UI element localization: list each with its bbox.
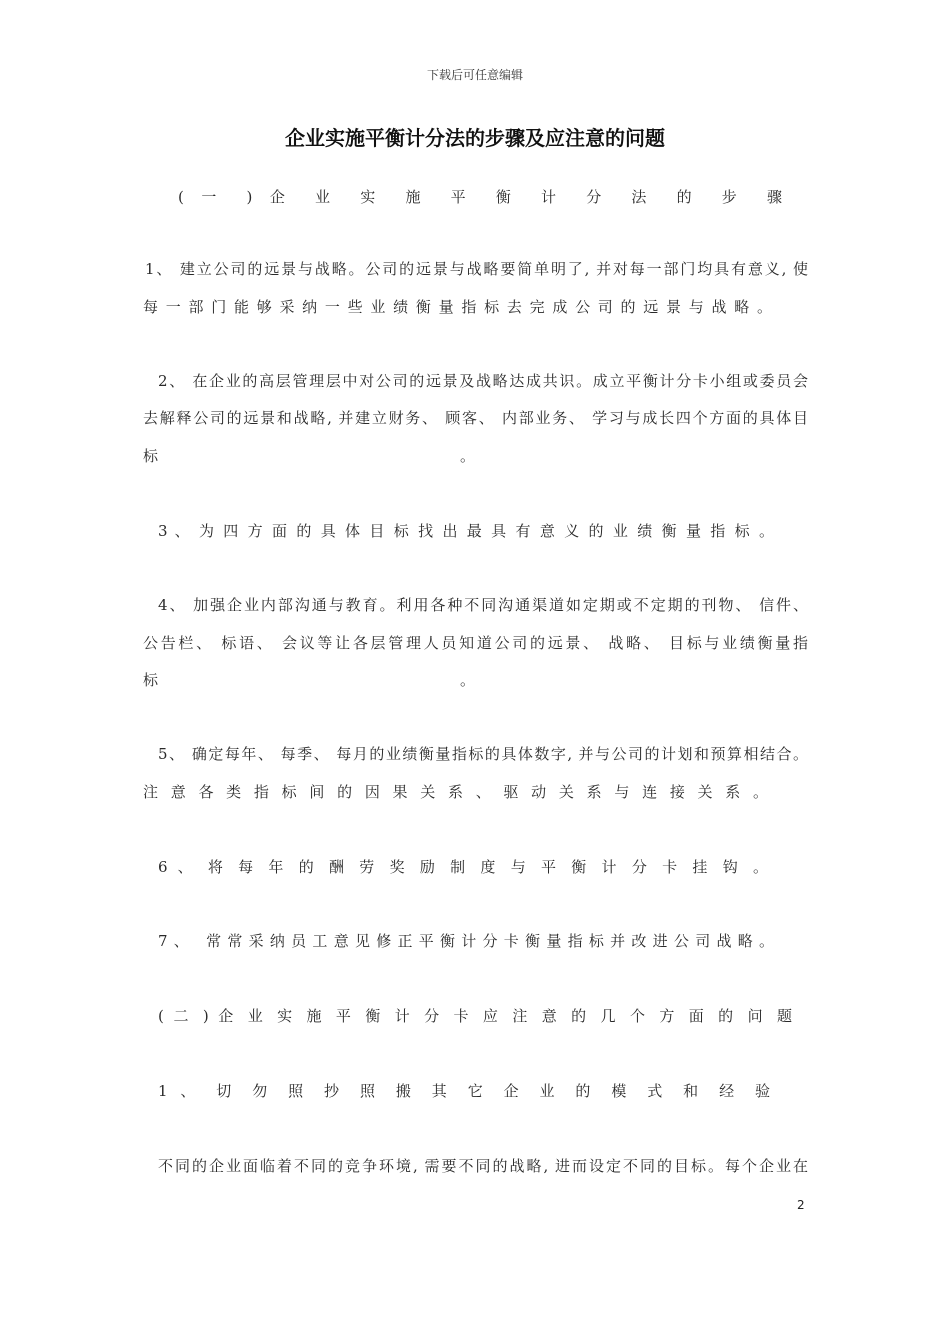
paragraph-4-line-1: 4、 加强企业内部沟通与教育。利用各种不同沟通渠道如定期或不定期的刊物、 信件、 bbox=[158, 596, 808, 614]
paragraph-4-line-2: 公告栏、 标语、 会议等让各层管理人员知道公司的远景、 战略、 目标与业绩衡量指 bbox=[143, 634, 808, 652]
document-title: 企业实施平衡计分法的步骤及应注意的问题 bbox=[285, 126, 665, 150]
paragraph-5-line-1: 5、 确定每年、 每季、 每月的业绩衡量指标的具体数字, 并与公司的计划和预算相结合。 bbox=[158, 745, 808, 763]
paragraph-4-line-3: 标 。 bbox=[143, 671, 475, 689]
paragraph-7: 7、 常常采纳员工意见修正平衡计分卡衡量指标并改进公司战略。 bbox=[158, 932, 774, 950]
paragraph-1-line-1: 1、 建立公司的远景与战略。公司的远景与战略要简单明了, 并对每一部门均具有意义, 使 bbox=[145, 260, 808, 278]
section-heading-2: ( 二 ) 企 业 实 施 平 衡 计 分 卡 应 注 意 的 几 个 方 面 的 问 题 bbox=[158, 1007, 792, 1025]
paragraph-2-line-3: 标 。 bbox=[143, 447, 475, 465]
paragraph-2-line-1: 2、 在企业的高层管理层中对公司的远景及战略达成共识。成立平衡计分卡小组或委员会 bbox=[158, 372, 808, 390]
paragraph-6: 6 、 将 每 年 的 酬 劳 奖 励 制 度 与 平 衡 计 分 卡 挂 钩 。 bbox=[158, 858, 768, 876]
page-number: 2 bbox=[797, 1198, 805, 1212]
paragraph-1-line-2: 每 一 部 门 能 够 采 纳 一 些 业 绩 衡 量 指 标 去 完 成 公 司 的 远 景 与 战 略 。 bbox=[143, 298, 772, 316]
page-header: 下载后可任意编辑 bbox=[426, 68, 523, 82]
paragraph-5-line-2: 注 意 各 类 指 标 间 的 因 果 关 系 、 驱 动 关 系 与 连 接 关 系 。 bbox=[143, 783, 768, 801]
paragraph-2-line-2: 去解释公司的远景和战略, 并建立财务、 顾客、 内部业务、 学习与成长四个方面的具体目 bbox=[143, 409, 808, 427]
subheading-1: 1 、 切 勿 照 抄 照 搬 其 它 企 业 的 模 式 和 经 验 bbox=[158, 1082, 770, 1100]
paragraph-3: 3 、 为 四 方 面 的 具 体 目 标 找 出 最 具 有 意 义 的 业 绩 衡 量 指 标 。 bbox=[158, 522, 774, 540]
section-heading-1: ( 一 ) 企 业 实 施 平 衡 计 分 法 的 步 骤 bbox=[178, 188, 782, 206]
subheading-1-paragraph-line-1: 不同的企业面临着不同的竞争环境, 需要不同的战略, 进而设定不同的目标。每个企业在 bbox=[158, 1157, 808, 1175]
